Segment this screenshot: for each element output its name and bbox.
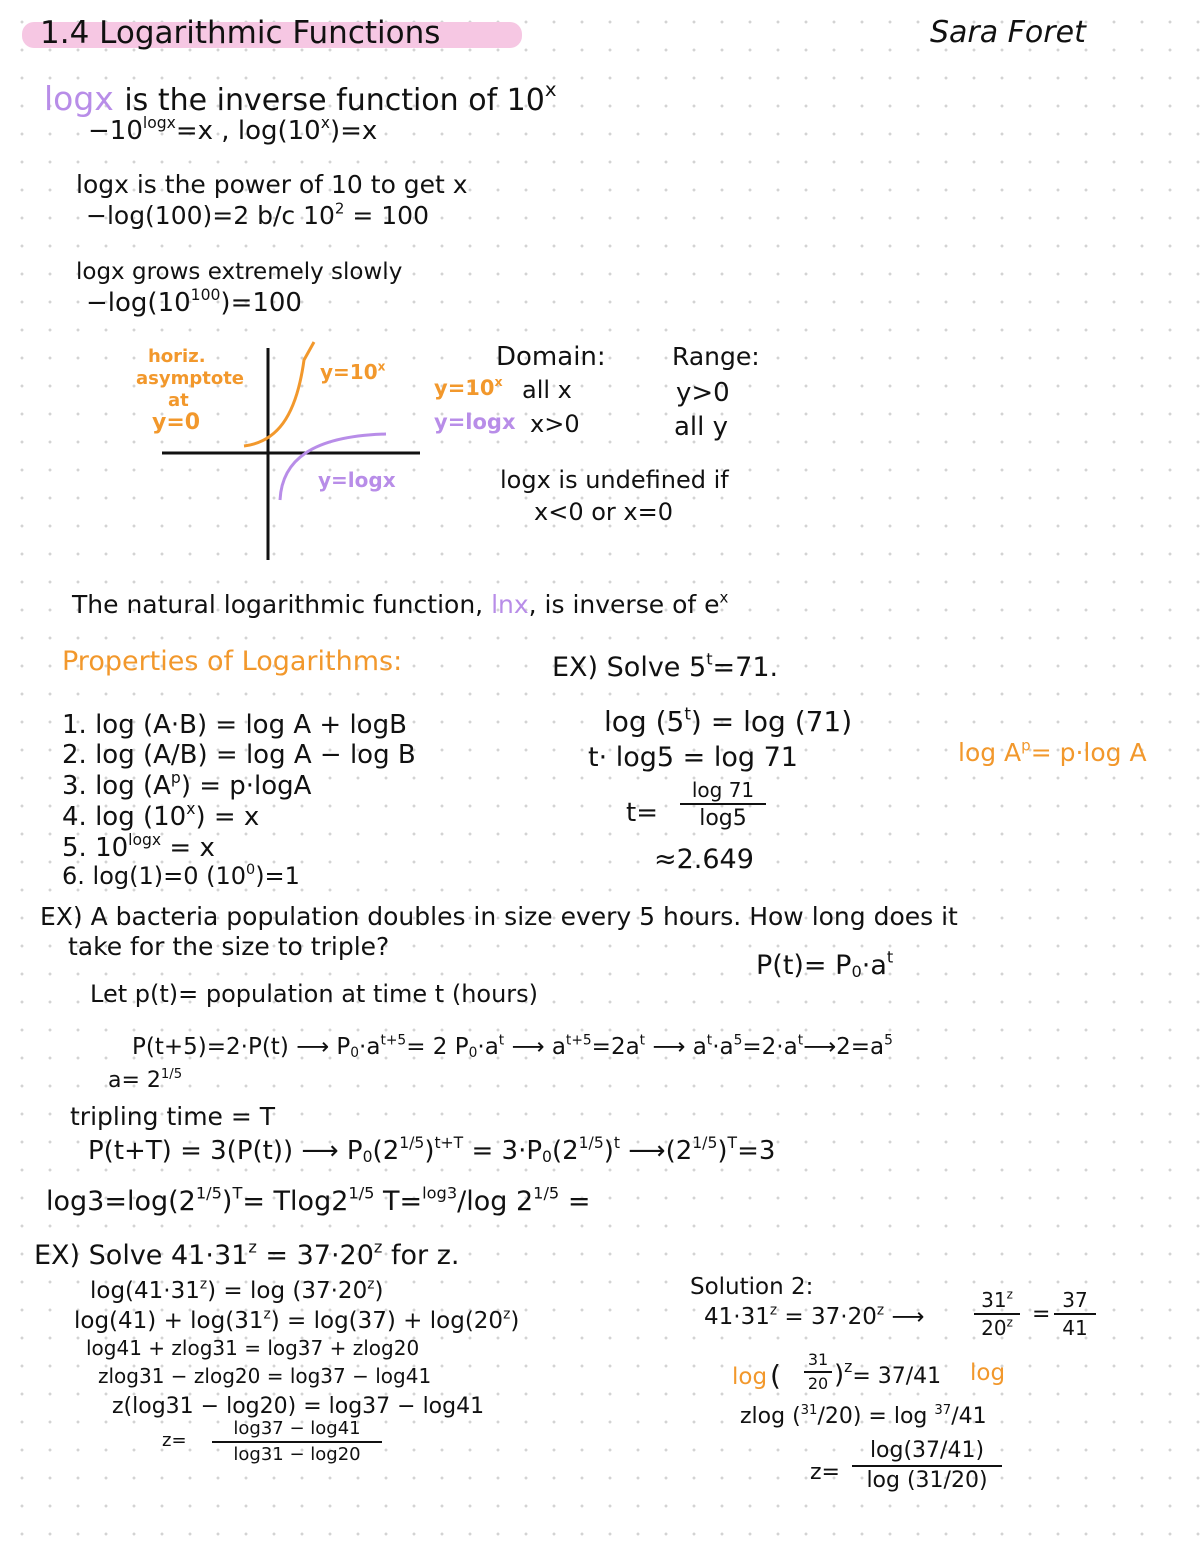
example1-step2: t· log5 = log 71: [588, 742, 798, 773]
power-rule-note: $\log A^p= p\cdot\log$ A: [958, 736, 1147, 767]
example3-frac-num: log37 − log41: [233, 1418, 361, 1439]
example2-let: Let p(t)= population at time t (hours): [90, 980, 539, 1008]
example2-tripling: tripling time = T: [70, 1102, 276, 1131]
solution2-line2: zlog ($^{31}$/20) = log $^{37}$/41: [740, 1402, 987, 1429]
solution2-z-den: log (31/20): [866, 1468, 988, 1493]
solution2-fraction-2: 37 41: [1054, 1290, 1096, 1338]
exp-curve-label: $y=10^x$: [320, 359, 386, 384]
page-title: 1.4 Logarithmic Functions: [40, 15, 441, 51]
asymptote-label-4: y=0: [152, 410, 201, 435]
example3-frac-prefix: z=: [162, 1430, 187, 1451]
slow-line-1: logx grows extremely slowly: [76, 259, 403, 285]
solution2-log-left: log: [732, 1364, 768, 1390]
example3-step5: z(log31 − log20) = log37 − log41: [112, 1394, 485, 1419]
example3-title: EX) Solve $41\cdot 31^z = 37\cdot 20^z$ for z.: [34, 1237, 460, 1271]
inverse-text: is the inverse function of 10: [124, 83, 545, 118]
domain-header: Domain:: [496, 342, 606, 372]
asymptote-label-1: horiz.: [148, 346, 206, 367]
solution2-z-bar: [852, 1465, 1002, 1467]
example3-step4: zlog31 − zlog20 = log37 − log41: [98, 1364, 432, 1388]
solution2-paren-open: (: [770, 1359, 781, 1392]
inverse-exp: x: [544, 78, 557, 102]
solution2-z-fraction: [852, 1440, 1002, 1492]
example1-frac-num: log 71: [691, 778, 755, 802]
example3-fraction: [212, 1420, 382, 1464]
example1-frac-prefix: t=: [626, 798, 658, 828]
example1-frac-bar: [680, 803, 766, 805]
power-line-2: −log(100)=2 b/c $10^2 = 100$: [86, 199, 429, 230]
solution2-mid-rest: )$^z$= 37/41: [834, 1358, 942, 1390]
author-name: Sara Foret: [930, 15, 1086, 50]
range-header: Range:: [672, 342, 760, 371]
inverse-identities: $-10^{logx}=x$ , $\log(10^x)=x$: [88, 114, 378, 146]
log-range: all y: [674, 412, 729, 442]
property-4: 4. $\log (10^x) = x$: [62, 800, 260, 832]
property-3: 3. $\log (A^p) = p\cdot\log A$: [62, 769, 312, 801]
lnx-term: lnx: [491, 590, 529, 619]
example1-title: EX) Solve $5^t=71$.: [552, 649, 779, 683]
function-graph: [0, 0, 400, 230]
example2-chain: P(t+5)=2·P(t) ⟶ $P_0\cdot a^{t+5}= 2$ $P_0\cdot a^t$ ⟶ $a^{t+5}=2a^t$ ⟶ $a^t\cdot a^5=2\cdot a^t⟶2=a^5$: [132, 1032, 893, 1061]
solution2-equals: =: [1032, 1302, 1051, 1327]
log-curve-label: y=logx: [318, 468, 396, 492]
undefined-line-2: x<0 or x=0: [534, 498, 673, 526]
example2-triple-eq: P(t+T) = 3(P(t)) ⟶ $P_0(2^{1/5})^{t+T} = 3\cdot P_0(2^{1/5})^t$ $⟶(2^{1/5})^T=3$: [88, 1134, 776, 1167]
solution2-z-num: log(37/41): [869, 1438, 985, 1463]
property-6: 6. log(1)=0 $(10^0)=1$: [62, 861, 300, 890]
asymptote-label-3: at: [168, 390, 189, 411]
example3-step1: $\log(41\cdot 31^z) = \log (37\cdot 20^z)$: [90, 1276, 384, 1304]
solution2-fraction: 31$^z$ 20$^z$: [974, 1290, 1020, 1338]
solution2-heading: Solution 2:: [690, 1274, 814, 1300]
asymptote-label-2: asymptote: [136, 368, 245, 389]
example3-frac-den: log31 − log20: [233, 1444, 361, 1465]
example3-step3: log41 + zlog31 = log37 + zlog20: [86, 1336, 420, 1360]
power-line-1: logx is the power of 10 to get x: [76, 170, 468, 199]
example1-result: ≈2.649: [654, 844, 754, 875]
exp-row-label: $y=10^x$: [434, 374, 503, 400]
logx-term: logx: [44, 79, 114, 118]
undefined-line-1: logx is undefined if: [500, 466, 729, 494]
example1-step1: $\log (5^t) = \log (71)$: [604, 703, 853, 738]
exp-range: y>0: [676, 378, 730, 408]
property-2: 2. log (A/B) = log A − log B: [62, 740, 416, 770]
example1-fraction: [680, 780, 766, 830]
log-row-label: y=logx: [434, 410, 516, 434]
solution2-mid-fraction: 31 20: [804, 1352, 832, 1392]
slow-line-2: $-\log(10^{100})=100$: [86, 286, 302, 318]
example2-model: $P(t)= P_0\cdot a^t$: [756, 947, 894, 982]
example2-line1: EX) A bacteria population doubles in size every 5 hours. How long does it: [40, 902, 958, 931]
solution2-eq: $41\cdot 31^z = 37\cdot 20^z$ ⟶: [704, 1302, 925, 1330]
exp-domain: all x: [522, 376, 572, 404]
example3-frac-bar: [212, 1441, 382, 1443]
example2-line2: take for the size to triple?: [68, 932, 390, 961]
example3-step2: $\log(41) + \log(31^z) = \log(37) + \log(20^z)$: [74, 1306, 520, 1334]
natural-log-line: The natural logarithmic function, lnx, is inverse of $e^x$: [72, 588, 729, 619]
solution2-log-right: log: [970, 1360, 1006, 1386]
example1-frac-den: log5: [699, 806, 747, 831]
solution2-z: z=: [810, 1460, 840, 1485]
example2-final: $\log 3=\log(2^{1/5})^T= Tlog2^{1/5}$ T=$^{log3}$/log $2^{1/5}$ =: [46, 1183, 591, 1217]
property-1: 1. log (A·B) = log A + logB: [62, 710, 407, 740]
property-5: 5. $10^{logx} = x$: [62, 831, 215, 863]
properties-heading: Properties of Logarithms:: [62, 646, 403, 677]
exp-curve: [244, 342, 314, 446]
example2-a-value: $a= 2^{1/5}$: [108, 1066, 183, 1093]
log-domain: x>0: [530, 410, 580, 438]
